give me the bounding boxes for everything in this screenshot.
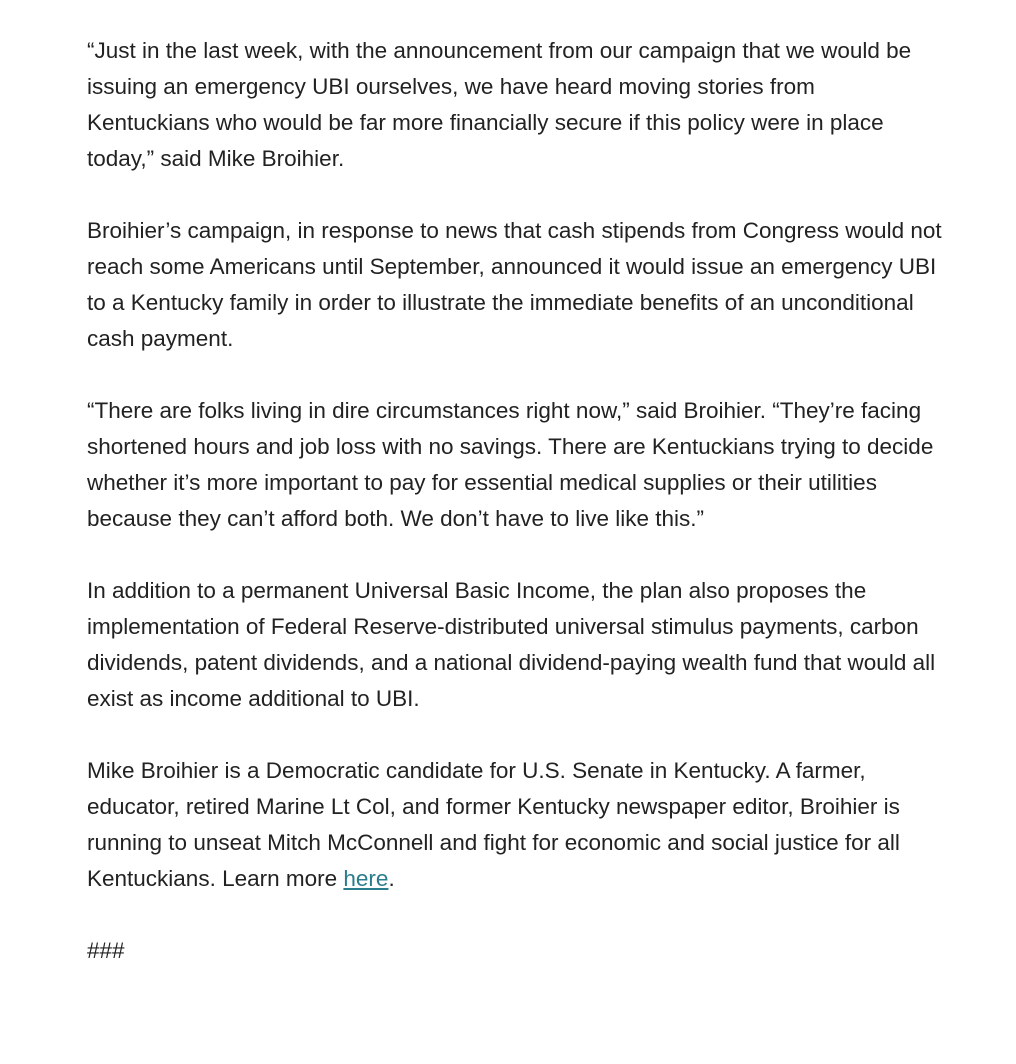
paragraph-broihier-quote-dire-circumstances: “There are folks living in dire circumstances right now,” said Broihier. “They’re facing shortened hours and job loss with no savings. There are Kentuckians trying to decide whether it’s more important to pay for essential medical supplies or their utilities because they can’t afford both. We don’t have to live like this.” xyxy=(87,398,934,531)
paragraph-plan-proposals: In addition to a permanent Universal Basic Income, the plan also proposes the implementation of Federal Reserve-distributed universal stimulus payments, carbon dividends, patent dividends, and a national dividend-paying wealth fund that would all exist as income additional to UBI. xyxy=(87,578,936,711)
press-release-body xyxy=(87,33,943,969)
paragraph-candidate-bio xyxy=(87,753,943,897)
end-of-release-mark: ### xyxy=(87,938,125,963)
candidate-bio-text: Mike Broihier is a Democratic candidate for U.S. Senate in Kentucky. A farmer, educator, retired Marine Lt Col, and former Kentucky newspaper editor, Broihier is running to unseat Mitch McConnell and fight for economic and social justice for all Kentuckians. Learn more xyxy=(87,758,900,891)
paragraph-campaign-emergency-ubi: Broihier’s campaign, in response to news that cash stipends from Congress would not reach some Americans until September, announced it would issue an emergency UBI to a Kentucky family in order to illustrate the immediate benefits of an unconditional cash payment. xyxy=(87,218,942,351)
candidate-bio-period: . xyxy=(388,866,395,891)
learn-more-link[interactable]: here xyxy=(343,866,389,891)
paragraph-broihier-quote-stories: “Just in the last week, with the announcement from our campaign that we would be issuing an emergency UBI ourselves, we have heard moving stories from Kentuckians who would be far more financially secure if this policy were in place today,” said Mike Broihier. xyxy=(87,38,912,171)
